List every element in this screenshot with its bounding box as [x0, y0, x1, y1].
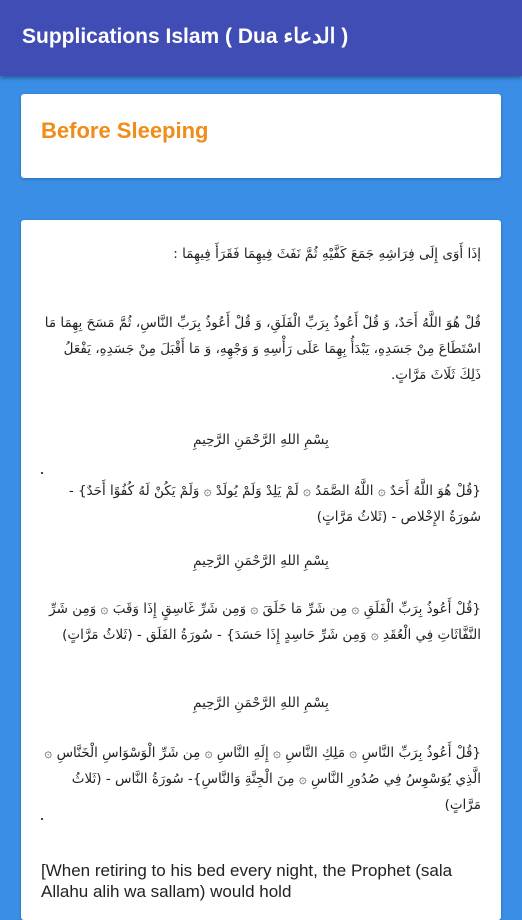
separator-dot: [41, 818, 43, 820]
surah-falaq: {قُلْ أَعُوذُ بِرَبِّ الْفَلَقِ ۞ مِن شَرِّ مَا خَلَقَ ۞ وَمِن شَرِّ غَاسِقٍ إِذَا وَقَبَ ۞ وَمِن شَرِّ النَّفَّاثَاتِ فِي الْعُقَدِ ۞ وَمِن شَرِّ حَاسِدٍ إِذَا حَسَدَ} - سُورَةُ الفَلَق - (ثَلاثُ مَرَّاتٍ): [49, 601, 481, 643]
basmala-falaq: بِسْمِ اللهِ الرَّحْمَنِ الرَّحِيمِ: [193, 553, 329, 569]
app-title: Supplications Islam ( Dua الدعاء ): [22, 25, 349, 48]
header-card: [21, 94, 501, 178]
english-translation: [When retiring to his bed every night, the Prophet (sala Allahu alih wa sallam) would hold: [41, 861, 453, 901]
dua-title: Before Sleeping: [41, 118, 209, 143]
app-bar: [0, 0, 522, 76]
surah-ikhlas: {قُلْ هُوَ اللَّهُ أَحَدٌ ۞ اللَّهُ الصَّمَدُ ۞ لَمْ يَلِدْ وَلَمْ يُولَدْ ۞ وَلَمْ يَكُنْ لَهُ كُفُوًا أَحَدٌ} - سُورَةُ الإِخْلاص - (ثَلاثُ مَرَّاتٍ): [68, 483, 481, 525]
basmala-ikhlas: بِسْمِ اللهِ الرَّحْمَنِ الرَّحِيمِ: [193, 432, 329, 448]
dua-intro: إذَا أَوَى إِلَى فِرَاشِهِ جَمَعَ كَفَّيْهِ ثُمَّ نَفَثَ فِيهِمَا فَقَرَأَ فِيهِمَا :: [173, 246, 481, 262]
dua-content-card[interactable]: [21, 220, 501, 920]
dua-instruction: قُلْ هُوَ اللَّهُ أَحَدٌ، وَ قُلْ أَعُوذُ بِرَبِّ الْفَلَقِ، وَ قُلْ أَعُوذُ بِرَبِّ النَّاسِ، ثُمَّ مَسَحَ بِهِمَا مَا اسْتَطَاعَ مِنْ جَسَدِهِ، يَبْدَأُ بِهِمَا عَلَى رَأْسِهِ وَ وَجْهِهِ، وَ مَا أَقْبَلَ مِنْ جَسَدِهِ، يَفْعَلُ ذَلِكَ ثَلَاثَ مَرَّاتٍ.: [44, 315, 481, 383]
separator-dot: [41, 472, 43, 474]
surah-nas: {قُلْ أَعُوذُ بِرَبِّ النَّاسِ ۞ مَلِكِ النَّاسِ ۞ إِلَهِ النَّاسِ ۞ مِن شَرِّ الْوَسْوَاسِ الْخَنَّاسِ ۞ الَّذِي يُوَسْوِسُ فِي صُدُورِ النَّاسِ ۞ مِنَ الْجِنَّةِ وَالنَّاسِ}- سُورَةُ النَّاس - (ثَلاثُ مَرَّاتٍ): [44, 745, 481, 813]
basmala-nas: بِسْمِ اللهِ الرَّحْمَنِ الرَّحِيمِ: [193, 695, 329, 711]
